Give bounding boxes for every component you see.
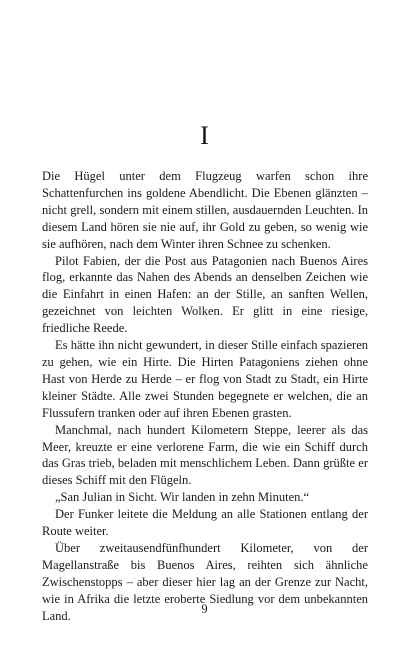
paragraph: Die Hügel unter dem Flugzeug warfen schon ihre Schattenfurchen ins goldene Abendlicht. Die Ebenen glänzten – nicht grell, sondern mit einem stillen, ausdauernden Leuchten. In diesem Land hören sie nie auf, ihr Gold zu geben, so wenig wie sie aufhören, nach dem Winter ihren Schnee zu schenken. — [42, 169, 368, 251]
paragraph: Über zweitausendfünfhundert Kilometer, von der Magellanstraße bis Buenos Aires, reihten sich ähnliche Zwischenstopps – aber dieser hier lag an der Grenze zur Nacht, wie in Afrika die letzte eroberte Siedlung vor dem unbekannten Land. — [42, 540, 368, 623]
paragraph: Es hätte ihn nicht gewundert, in dieser Stille einfach spazieren zu gehen, wie ein Hirte. Die Hirten Patagoniens ziehen ohne Hast von Herde zu Herde – er flog von Stadt zu Stadt, ein Hirte kleiner Städte. Alle zwei Stunden begegnete er welchen, die an Flussufern tranken oder auf ihren Ebenen grasten. — [42, 338, 368, 420]
body-text — [42, 168, 368, 624]
paragraph: „San Julian in Sicht. Wir landen in zehn Minuten.“ — [55, 490, 310, 505]
page-number: 9 — [201, 602, 208, 616]
chapter-number: I — [200, 121, 209, 150]
paragraph: Pilot Fabien, der die Post aus Patagonien nach Buenos Aires flog, erkannte das Nahen des Abends an denselben Zeichen wie die Einfahrt in einen Hafen: an der Stille, an sanften Wellen, gezeichnet von leichten Wolken. Er glitt in eine riesige, friedliche Reede. — [42, 253, 368, 336]
paragraph: Manchmal, nach hundert Kilometern Steppe, leerer als das Meer, kreuzte er eine verlorene Farm, die wie ein Schiff durch das Gras trieb, beladen mit menschlichem Leben. Dann grüßte er dieses Schiff mit den Flügeln. — [42, 422, 368, 488]
paragraph: Der Funker leitete die Meldung an alle Stationen entlang der Route weiter. — [42, 507, 368, 539]
